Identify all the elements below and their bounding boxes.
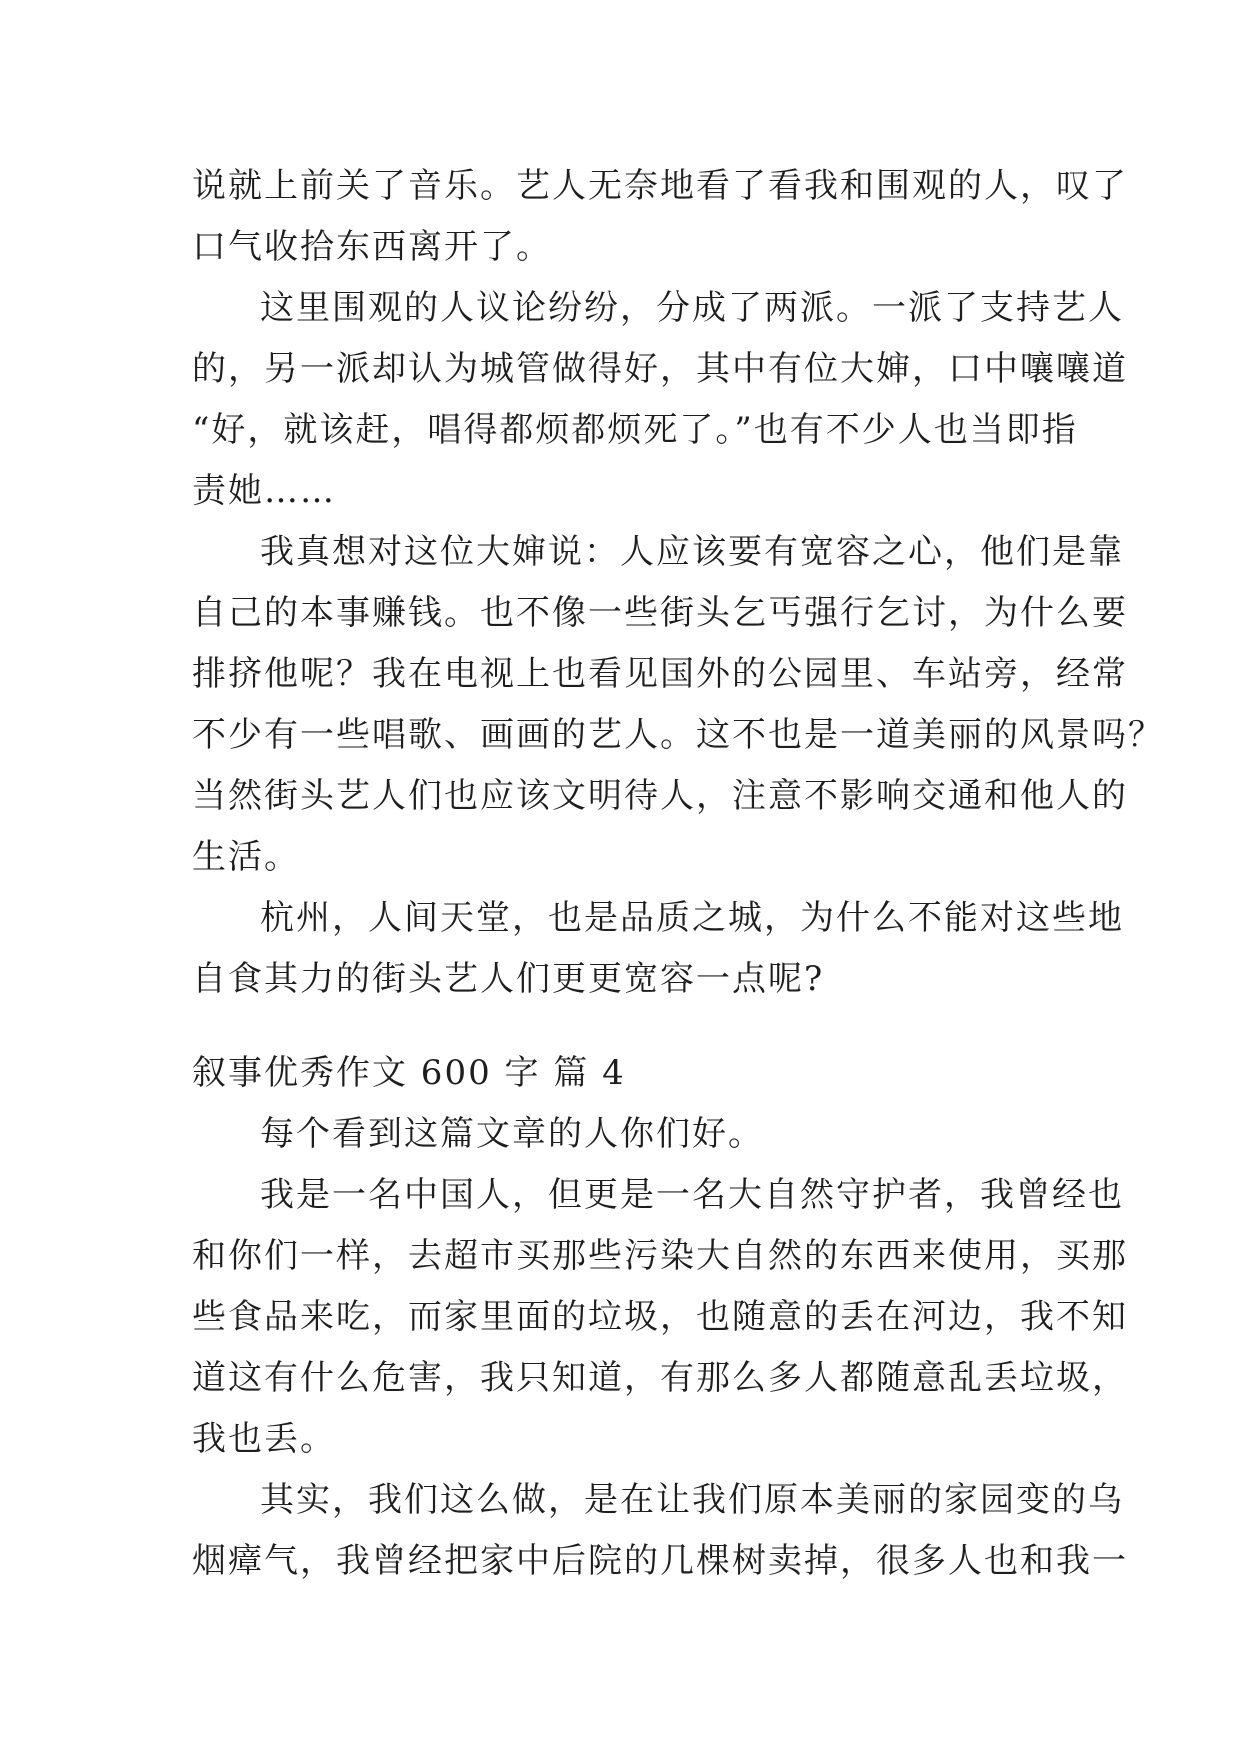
text-line: 当然街头艺人们也应该文明待人，注意不影响交通和他人的: [192, 776, 1128, 816]
paragraph: [192, 278, 1128, 522]
text-line: 些食品来吃，而家里面的垃圾，也随意的丢在河边，我不知: [192, 1297, 1128, 1337]
text-line: 口气收拾东西离开了。: [192, 227, 552, 267]
text-line: 杭州，人间天堂，也是品质之城，为什么不能对这些地: [260, 898, 1124, 938]
document-body: [192, 156, 1164, 1592]
text-line: 责她……: [192, 471, 336, 511]
paragraph: [192, 1470, 1128, 1592]
text-line: 和你们一样，去超市买那些污染大自然的东西来使用，买那: [192, 1236, 1128, 1276]
text-line: 烟瘴气，我曾经把家中后院的几棵树卖掉，很多人也和我一: [192, 1541, 1128, 1581]
text-line: 这里围观的人议论纷纷，分成了两派。一派了支持艺人: [260, 288, 1124, 328]
text-line: “好，就该赶，唱得都烦都烦死了。”也有不少人也当即指: [192, 410, 1078, 450]
text-line: 自己的本事赚钱。也不像一些街头乞丐强行乞讨，为什么要: [192, 593, 1128, 633]
text-line: 不少有一些唱歌、画画的艺人。这不也是一道美丽的风景吗？: [192, 715, 1164, 755]
text-line: 排挤他呢？我在电视上也看见国外的公园里、车站旁，经常: [192, 654, 1128, 694]
text-line: 我真想对这位大婶说：人应该要有宽容之心，他们是靠: [260, 532, 1124, 572]
text-line: 我是一名中国人，但更是一名大自然守护者，我曾经也: [260, 1175, 1124, 1215]
text-line: 其实，我们这么做，是在让我们原本美丽的家园变的乌: [260, 1480, 1124, 1520]
text-line: 的，另一派却认为城管做得好，其中有位大婶，口中嚷嚷道: [192, 349, 1128, 389]
paragraph: [192, 1104, 1052, 1165]
paragraph: [192, 156, 1128, 278]
paragraph: [192, 1165, 1128, 1470]
text-line: 我也丢。: [192, 1419, 336, 1459]
paragraph: [192, 888, 1124, 1010]
text-line: 自食其力的街头艺人们更更宽容一点呢?: [192, 959, 825, 999]
section-heading: 叙事优秀作文 600 字 篇 4: [192, 1053, 626, 1093]
text-line: 道这有什么危害，我只知道，有那么多人都随意乱丢垃圾，: [192, 1358, 1128, 1398]
text-line: 说就上前关了音乐。艺人无奈地看了看我和围观的人，叹了: [192, 166, 1128, 206]
paragraph: [192, 522, 1164, 888]
text-line: 每个看到这篇文章的人你们好。: [260, 1114, 764, 1154]
text-line: 生活。: [192, 837, 300, 877]
